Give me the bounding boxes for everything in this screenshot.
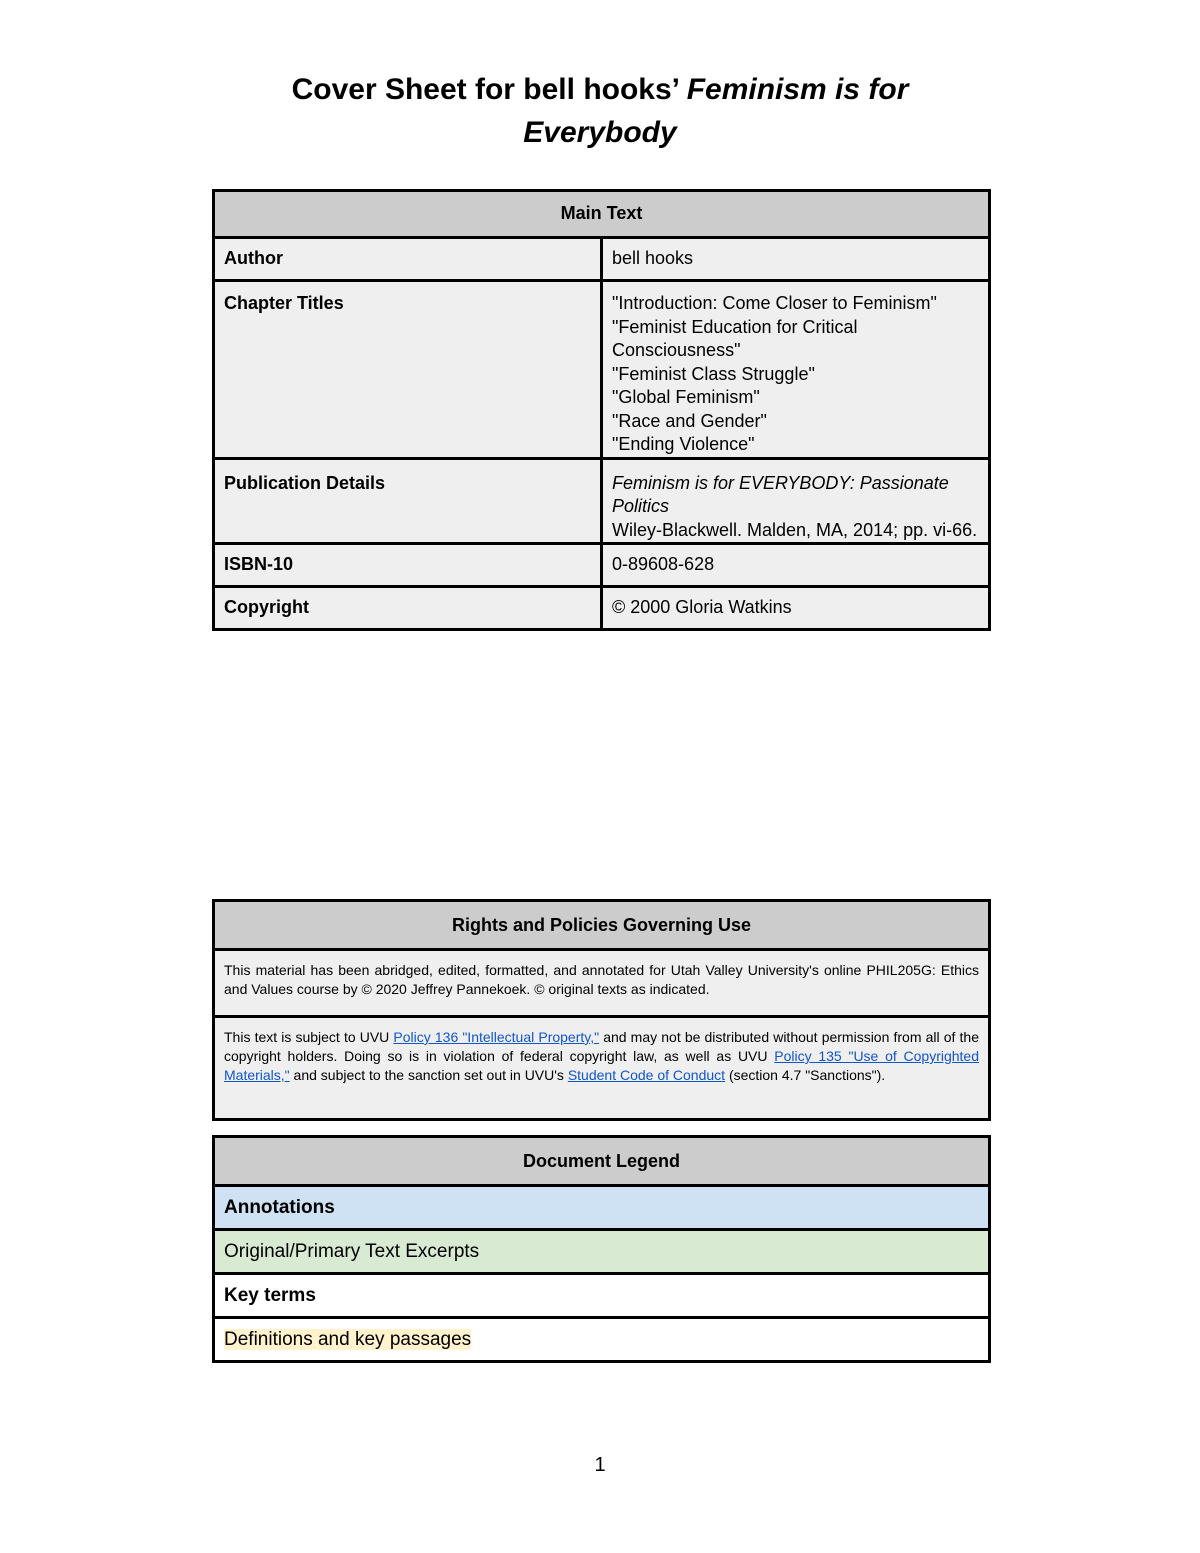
author-value: bell hooks [602,238,990,281]
publication-label: Publication Details [214,458,602,544]
page-title [200,68,1000,154]
legend-key-terms: Key terms [214,1274,990,1318]
rights-text: and may not be distributed without permission from all of the copyright holders. Doing so is in violation of federal copyright law, as well as UVU [224,1029,979,1064]
rights-text: (section 4.7 "Sanctions"). [725,1067,886,1083]
title-italic-line2: Everybody [523,116,677,149]
chapter-title: "Ending Violence" [612,434,755,454]
chapter-title: "Introduction: Come Closer to Feminism" [612,293,937,313]
publication-value [602,458,990,544]
rights-text: This text is subject to UVU [224,1029,394,1045]
rights-table [212,899,991,1121]
chapter-title: "Feminist Class Struggle" [612,363,815,384]
chapter-titles-row [214,281,990,459]
legend-annotations: Annotations [214,1186,990,1230]
isbn-label: ISBN-10 [214,544,602,587]
main-text-header: Main Text [214,191,990,238]
legend-original-text: Original/Primary Text Excerpts [214,1230,990,1274]
title-italic-line1: Feminism is for [686,73,909,106]
main-text-table [212,189,991,631]
publication-title: Feminism is for EVERYBODY: Passionate Politics [612,472,949,516]
publication-row [214,458,990,544]
rights-header: Rights and Policies Governing Use [214,901,990,950]
chapter-title: "Race and Gender" [612,410,767,431]
legend-definitions: Definitions and key passages [224,1328,472,1350]
chapter-titles-label: Chapter Titles [214,281,602,459]
publication-details: Wiley-Blackwell. Malden, MA, 2014; pp. vi-66. [612,519,978,540]
chapter-title: "Feminist Education for Critical Consciousness" [612,316,858,360]
title-plain: Cover Sheet for bell hooks’ [291,73,687,106]
rights-paragraph-1: This material has been abridged, edited, formatted, and annotated for Utah Valley University's online PHIL205G: Ethics and Values course by © 2020 Jeffrey Pannekoek. © original texts as indicated. [214,950,990,1017]
author-label: Author [214,238,602,281]
copyright-value: © 2000 Gloria Watkins [602,587,990,630]
chapter-title: "Global Feminism" [612,387,760,407]
isbn-row [214,544,990,587]
isbn-value: 0-89608-628 [602,544,990,587]
rights-text: and subject to the sanction set out in UVU's [289,1067,568,1083]
student-code-link[interactable]: Student Code of Conduct [567,1067,726,1083]
rights-paragraph-2 [214,1017,990,1120]
copyright-row [214,587,990,630]
policy-135-link[interactable]: Policy 135 "Use of Copyrighted Materials," [224,1048,979,1083]
document-legend-table [212,1135,991,1363]
author-row [214,238,990,281]
policy-136-link[interactable]: Policy 136 "Intellectual Property," [393,1029,600,1045]
legend-header: Document Legend [214,1137,990,1186]
page-number: 1 [594,1454,606,1476]
chapter-titles-value [602,281,990,459]
copyright-label: Copyright [214,587,602,630]
legend-definitions-cell [214,1318,990,1362]
